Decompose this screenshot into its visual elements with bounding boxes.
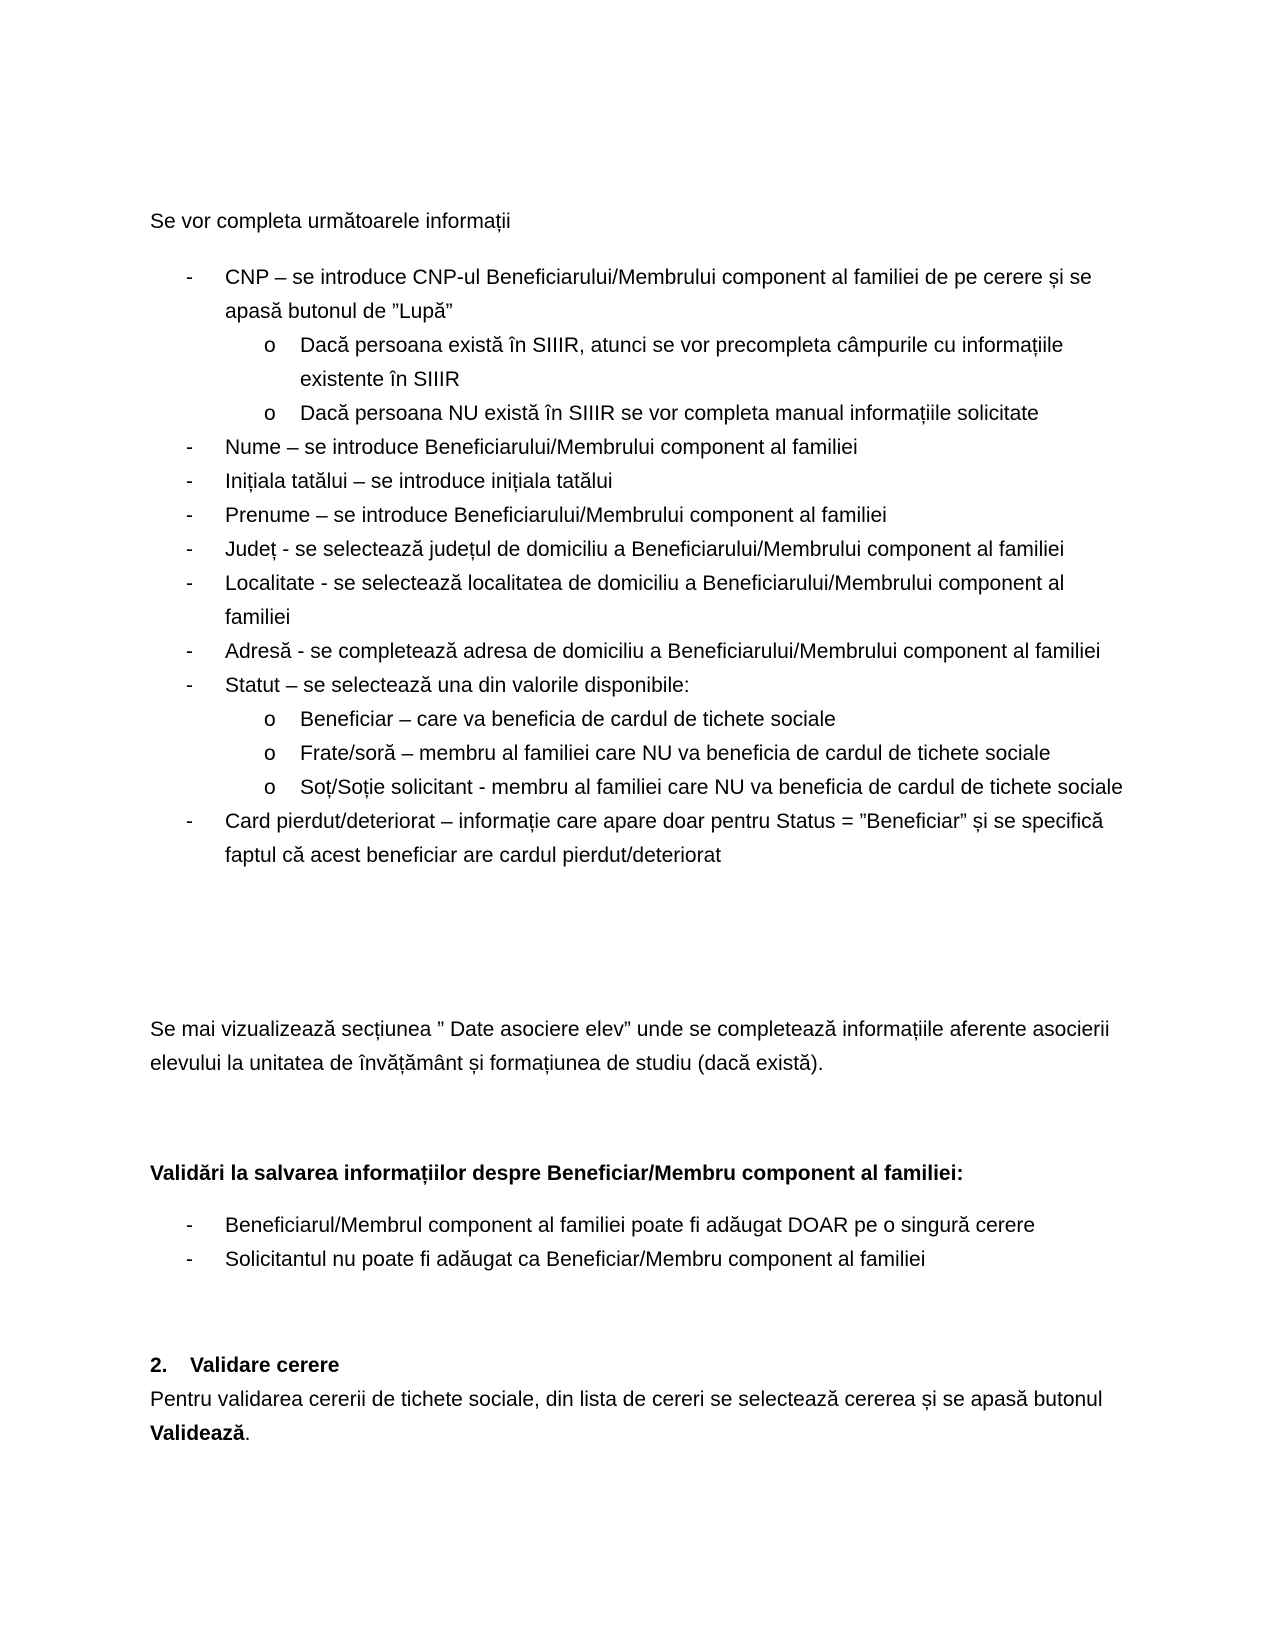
sub-item-text: Dacă persoana există în SIIIR, atunci se vor precompleta câmpurile cu informațiile existente în SIIIR xyxy=(300,334,1064,391)
circle-bullet: o xyxy=(264,334,276,357)
intro-text: Se vor completa următoarele informații xyxy=(150,210,511,233)
field-localitate: Localitate - se selectează localitatea de domiciliu a Beneficiarului/Membrului component al familiei xyxy=(225,572,1065,629)
validations-list xyxy=(150,1209,1130,1277)
sub-list-item xyxy=(225,771,1130,805)
field-judet: Județ - se selectează județul de domiciliu a Beneficiarului/Membrului component al familiei xyxy=(225,538,1065,561)
section-number: 2. xyxy=(150,1354,168,1377)
list-item xyxy=(150,567,1130,635)
sub-item-text: Frate/soră – membru al familiei care NU va beneficia de cardul de tichete sociale xyxy=(300,742,1051,765)
sub-item-text: Soț/Soție solicitant - membru al familiei care NU va beneficia de cardul de tichete sociale xyxy=(300,776,1123,799)
dash-bullet: - xyxy=(186,436,193,459)
final-end: . xyxy=(244,1422,251,1445)
circle-bullet: o xyxy=(264,402,276,425)
list-item xyxy=(150,261,1130,431)
field-prenume: Prenume – se introduce Beneficiarului/Membrului component al familiei xyxy=(225,504,887,527)
field-cnp: CNP – se introduce CNP-ul Beneficiarului/Membrului component al familiei de pe cerere și se apasă butonul de ”Lupă” xyxy=(225,266,1092,323)
dash-bullet: - xyxy=(186,572,193,595)
validations-heading: Validări la salvarea informațiilor despre Beneficiar/Membru component al familiei: xyxy=(150,1162,964,1185)
dash-bullet: - xyxy=(186,1214,193,1237)
list-item xyxy=(150,635,1130,669)
list-item xyxy=(150,431,1130,465)
list-item xyxy=(150,465,1130,499)
dash-bullet: - xyxy=(186,674,193,697)
list-item xyxy=(150,533,1130,567)
dash-bullet: - xyxy=(186,538,193,561)
cnp-sublist xyxy=(225,329,1130,431)
field-card-pierdut: Card pierdut/deteriorat – informație care apare doar pentru Status = ”Beneficiar” și se specifică faptul că acest beneficiar are cardul pierdut/deteriorat xyxy=(225,810,1104,867)
dash-bullet: - xyxy=(186,266,193,289)
list-item xyxy=(150,805,1130,873)
field-adresa: Adresă - se completează adresa de domiciliu a Beneficiarului/Membrului component al familiei xyxy=(225,640,1101,663)
sub-list-item xyxy=(225,397,1130,431)
final-text: Pentru validarea cererii de tichete sociale, din lista de cereri se selectează cererea și se apasă butonul xyxy=(150,1388,1103,1411)
note-paragraph: Se mai vizualizează secțiunea ” Date asociere elev” unde se completează informațiile aferente asocierii elevului la unitatea de învățământ și formațiunea de studiu (dacă există). xyxy=(150,1018,1110,1075)
list-item xyxy=(150,1209,1130,1243)
sub-item-text: Dacă persoana NU există în SIIIR se vor completa manual informațiile solicitate xyxy=(300,402,1039,425)
circle-bullet: o xyxy=(264,776,276,799)
dash-bullet: - xyxy=(186,470,193,493)
sub-list-item xyxy=(225,703,1130,737)
final-paragraph xyxy=(150,1383,1130,1451)
sub-list-item xyxy=(225,737,1130,771)
field-statut: Statut – se selectează una din valorile disponibile: xyxy=(225,674,690,697)
dash-bullet: - xyxy=(186,1248,193,1271)
list-item xyxy=(150,499,1130,533)
valideaza-button-name: Validează xyxy=(150,1422,245,1445)
section-title: Validare cerere xyxy=(190,1354,340,1377)
field-initiala: Inițiala tatălui – se introduce inițiala tatălui xyxy=(225,470,613,493)
dash-bullet: - xyxy=(186,810,193,833)
fields-list xyxy=(150,261,1130,873)
circle-bullet: o xyxy=(264,708,276,731)
list-item xyxy=(150,669,1130,805)
sub-list-item xyxy=(225,329,1130,397)
statut-sublist xyxy=(225,703,1130,805)
circle-bullet: o xyxy=(264,742,276,765)
dash-bullet: - xyxy=(186,504,193,527)
sub-item-text: Beneficiar – care va beneficia de cardul de tichete sociale xyxy=(300,708,836,731)
validation-text: Beneficiarul/Membrul component al familiei poate fi adăugat DOAR pe o singură cerere xyxy=(225,1214,1036,1237)
field-nume: Nume – se introduce Beneficiarului/Membrului component al familiei xyxy=(225,436,858,459)
dash-bullet: - xyxy=(186,640,193,663)
section-heading xyxy=(150,1349,339,1383)
validation-text: Solicitantul nu poate fi adăugat ca Beneficiar/Membru component al familiei xyxy=(225,1248,926,1271)
list-item xyxy=(150,1243,1130,1277)
